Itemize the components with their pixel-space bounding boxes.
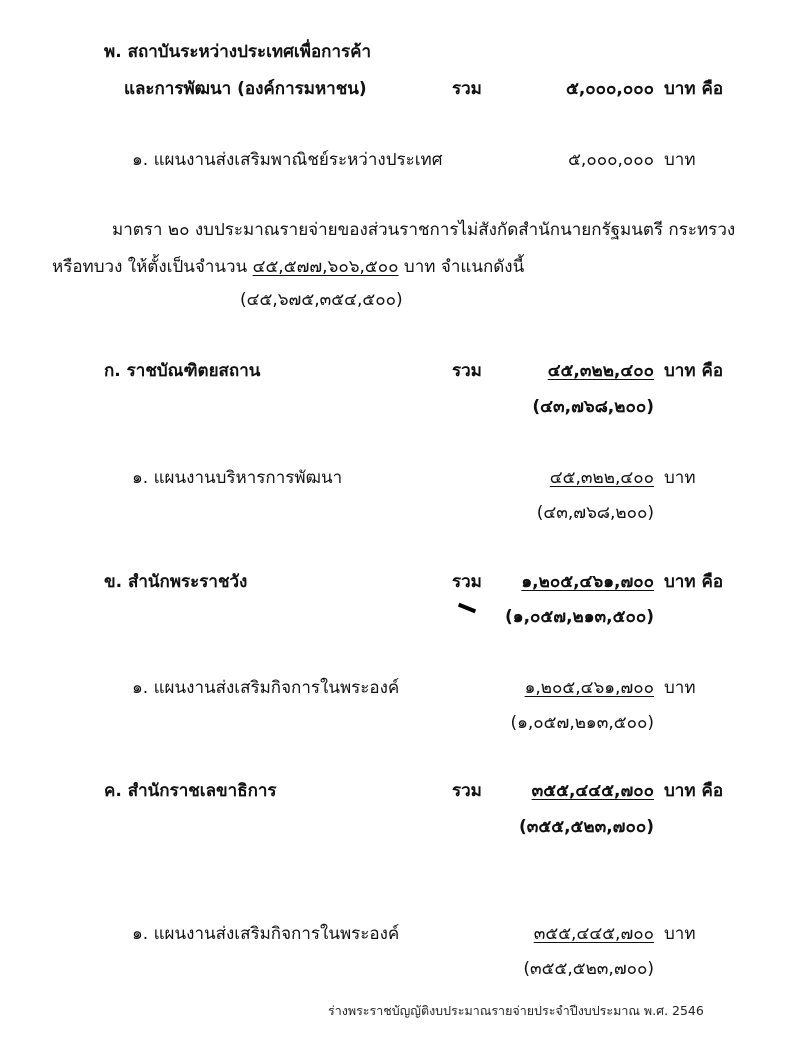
section-kho-unit: บาท คือ	[664, 781, 724, 801]
section-k-heading: ก. ราชบัณฑิตยสถาน	[104, 361, 261, 381]
section-20-line2-suffix: บาท จำแนกดังนี้	[398, 257, 525, 277]
section-kh-plan-unit: บาท	[664, 678, 696, 698]
section-kho-plan-unit: บาท	[664, 924, 696, 944]
section-k-plan-unit: บาท	[664, 468, 696, 488]
section-k-plan-prev: (๔๓,๗๖๘,๒๐๐)	[536, 503, 654, 523]
section-k-plan-amount: ๔๕,๓๒๒,๔๐๐	[549, 468, 654, 488]
section-k-unit: บาท คือ	[664, 361, 724, 381]
section-kho-total-amount: ๓๕๕,๔๔๕,๗๐๐	[531, 781, 654, 801]
section-20-line2-prefix: หรือทบวง ให้ตั้งเป็นจำนวน	[52, 257, 253, 277]
section-p-total-amount: ๕,๐๐๐,๐๐๐	[565, 79, 654, 99]
section-kho-plan-amount: ๓๕๕,๔๔๕,๗๐๐	[533, 924, 654, 944]
section-20-line1: มาตรา ๒๐ งบประมาณรายจ่ายของส่วนราชการไม่สังกัดสำนักนายกรัฐมนตรี กระทรวง	[112, 220, 736, 240]
section-kh-unit: บาท คือ	[664, 572, 724, 592]
section-p-heading-line2: และการพัฒนา (องค์การมหาชน)	[124, 79, 367, 99]
section-kh-total-label: รวม	[452, 572, 482, 592]
section-p-plan-amount: ๕,๐๐๐,๐๐๐	[568, 150, 654, 170]
section-20-line2	[52, 256, 524, 278]
section-kh-total-prev: (๑,๐๕๗,๒๑๓,๕๐๐)	[505, 607, 654, 627]
section-k-total-prev: (๔๓,๗๖๘,๒๐๐)	[532, 397, 654, 417]
section-p-total-label: รวม	[452, 79, 482, 99]
section-20-prev: (๔๕,๖๗๕,๓๕๔,๕๐๐)	[240, 290, 403, 310]
section-kh-plan-amount: ๑,๒๐๕,๔๖๑,๗๐๐	[524, 678, 654, 698]
page-footer: ร่างพระราชบัญญัติงบประมาณรายจ่ายประจำปีงบประมาณ พ.ศ. 2546	[328, 1003, 704, 1018]
section-k-total-amount: ๔๕,๓๒๒,๔๐๐	[547, 361, 654, 381]
section-p-plan-label: ๑. แผนงานส่งเสริมพาณิชย์ระหว่างประเทศ	[132, 150, 443, 170]
section-k-plan-label: ๑. แผนงานบริหารการพัฒนา	[132, 468, 343, 488]
section-kh-total-amount: ๑,๒๐๕,๔๖๑,๗๐๐	[521, 572, 654, 592]
section-p-plan-unit: บาท	[664, 150, 696, 170]
section-kh-plan-prev: (๑,๐๕๗,๒๑๓,๕๐๐)	[510, 713, 654, 733]
section-p-heading-line1: พ. สถาบันระหว่างประเทศเพื่อการค้า	[104, 42, 372, 62]
section-p-unit: บาท คือ	[664, 79, 724, 99]
section-kho-plan-prev: (๓๕๕,๕๒๓,๗๐๐)	[523, 959, 654, 979]
section-kh-plan-label: ๑. แผนงานส่งเสริมกิจการในพระองค์	[132, 678, 400, 698]
section-kho-total-label: รวม	[452, 781, 482, 801]
section-kh-heading: ข. สำนักพระราชวัง	[104, 572, 248, 592]
section-kho-plan-label: ๑. แผนงานส่งเสริมกิจการในพระองค์	[132, 924, 400, 944]
section-20-line2-amount: ๔๕,๕๗๗,๖๐๖,๕๐๐	[252, 257, 399, 277]
section-k-total-label: รวม	[452, 361, 482, 381]
section-kho-heading: ค. สำนักราชเลขาธิการ	[104, 781, 277, 801]
section-kho-total-prev: (๓๕๕,๕๒๓,๗๐๐)	[518, 817, 654, 837]
